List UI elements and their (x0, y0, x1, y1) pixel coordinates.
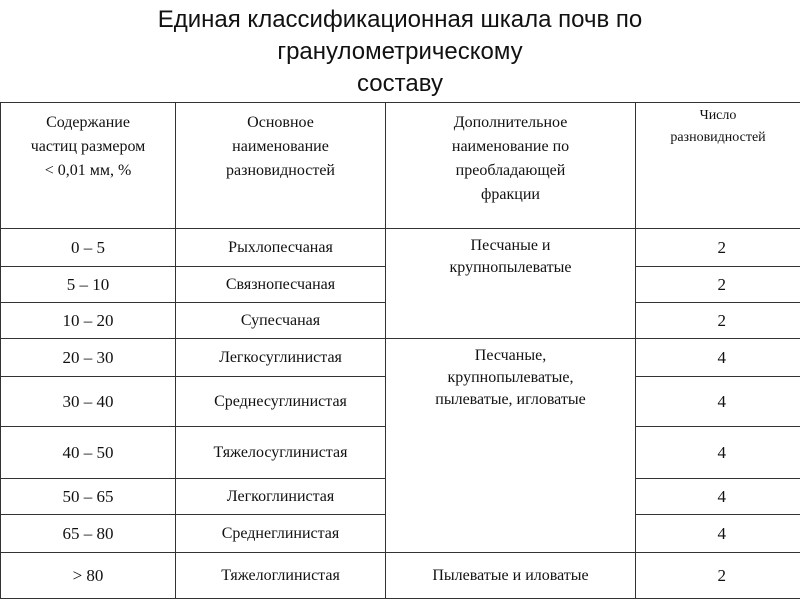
title-line: гранулометрическому (277, 38, 523, 65)
name-cell: Легкосуглинистая (176, 339, 386, 377)
content-cell: 0 – 5 (1, 229, 176, 267)
name-cell: Тяжелосуглинистая (176, 427, 386, 479)
additional-line: пылеватые, игловатые (435, 391, 586, 408)
title-line: составу (357, 70, 443, 97)
content-cell: 40 – 50 (1, 427, 176, 479)
header-line: Дополнительное (453, 114, 568, 131)
header-content (1, 103, 176, 229)
name-cell: Рыхлопесчаная (176, 229, 386, 267)
count-cell: 2 (636, 303, 800, 339)
name-cell: Легкоглинистая (176, 479, 386, 515)
content-cell: 5 – 10 (1, 267, 176, 303)
header-line: наименование (232, 138, 329, 155)
additional-cell-clay: Пылеватые и иловатые (386, 553, 636, 599)
additional-line: крупнопылеватые (449, 259, 572, 276)
name-cell: Тяжелоглинистая (176, 553, 386, 599)
name-cell: Супесчаная (176, 303, 386, 339)
name-cell: Среднеглинистая (176, 515, 386, 553)
header-line: Содержание (46, 114, 130, 131)
name-cell: Связнопесчаная (176, 267, 386, 303)
header-line: разновидностей (226, 162, 335, 179)
content-cell: 65 – 80 (1, 515, 176, 553)
header-main-name (176, 103, 386, 229)
content-cell: 20 – 30 (1, 339, 176, 377)
additional-line: крупнопылеватые, (447, 369, 574, 386)
header-row (1, 103, 800, 229)
count-cell: 2 (636, 267, 800, 303)
count-cell: 4 (636, 339, 800, 377)
header-line: фракции (481, 186, 540, 203)
table-row (1, 229, 800, 267)
header-line: частиц размером (30, 138, 146, 155)
header-line: наименование по (451, 138, 570, 155)
additional-line: Песчаные, (474, 347, 547, 364)
header-line: Основное (247, 114, 314, 131)
name-cell: Среднесуглинистая (176, 377, 386, 427)
additional-line: Песчаные и (470, 237, 551, 254)
content-cell: > 80 (1, 553, 176, 599)
count-cell: 4 (636, 377, 800, 427)
count-cell: 4 (636, 515, 800, 553)
header-additional (386, 103, 636, 229)
header-line: Число (699, 108, 737, 123)
page-title (0, 4, 800, 100)
header-line: разновидностей (670, 130, 766, 145)
header-count (636, 103, 800, 229)
count-cell: 2 (636, 553, 800, 599)
classification-table (0, 102, 800, 599)
content-cell: 30 – 40 (1, 377, 176, 427)
table-row (1, 339, 800, 377)
count-cell: 2 (636, 229, 800, 267)
additional-cell-loam (386, 339, 636, 553)
header-line: < 0,01 мм, % (44, 162, 132, 179)
additional-cell-sand (386, 229, 636, 339)
content-cell: 10 – 20 (1, 303, 176, 339)
header-line: преобладающей (455, 162, 566, 179)
count-cell: 4 (636, 427, 800, 479)
title-line: Единая классификационная шкала почв по (157, 6, 643, 33)
table-row (1, 553, 800, 599)
content-cell: 50 – 65 (1, 479, 176, 515)
count-cell: 4 (636, 479, 800, 515)
